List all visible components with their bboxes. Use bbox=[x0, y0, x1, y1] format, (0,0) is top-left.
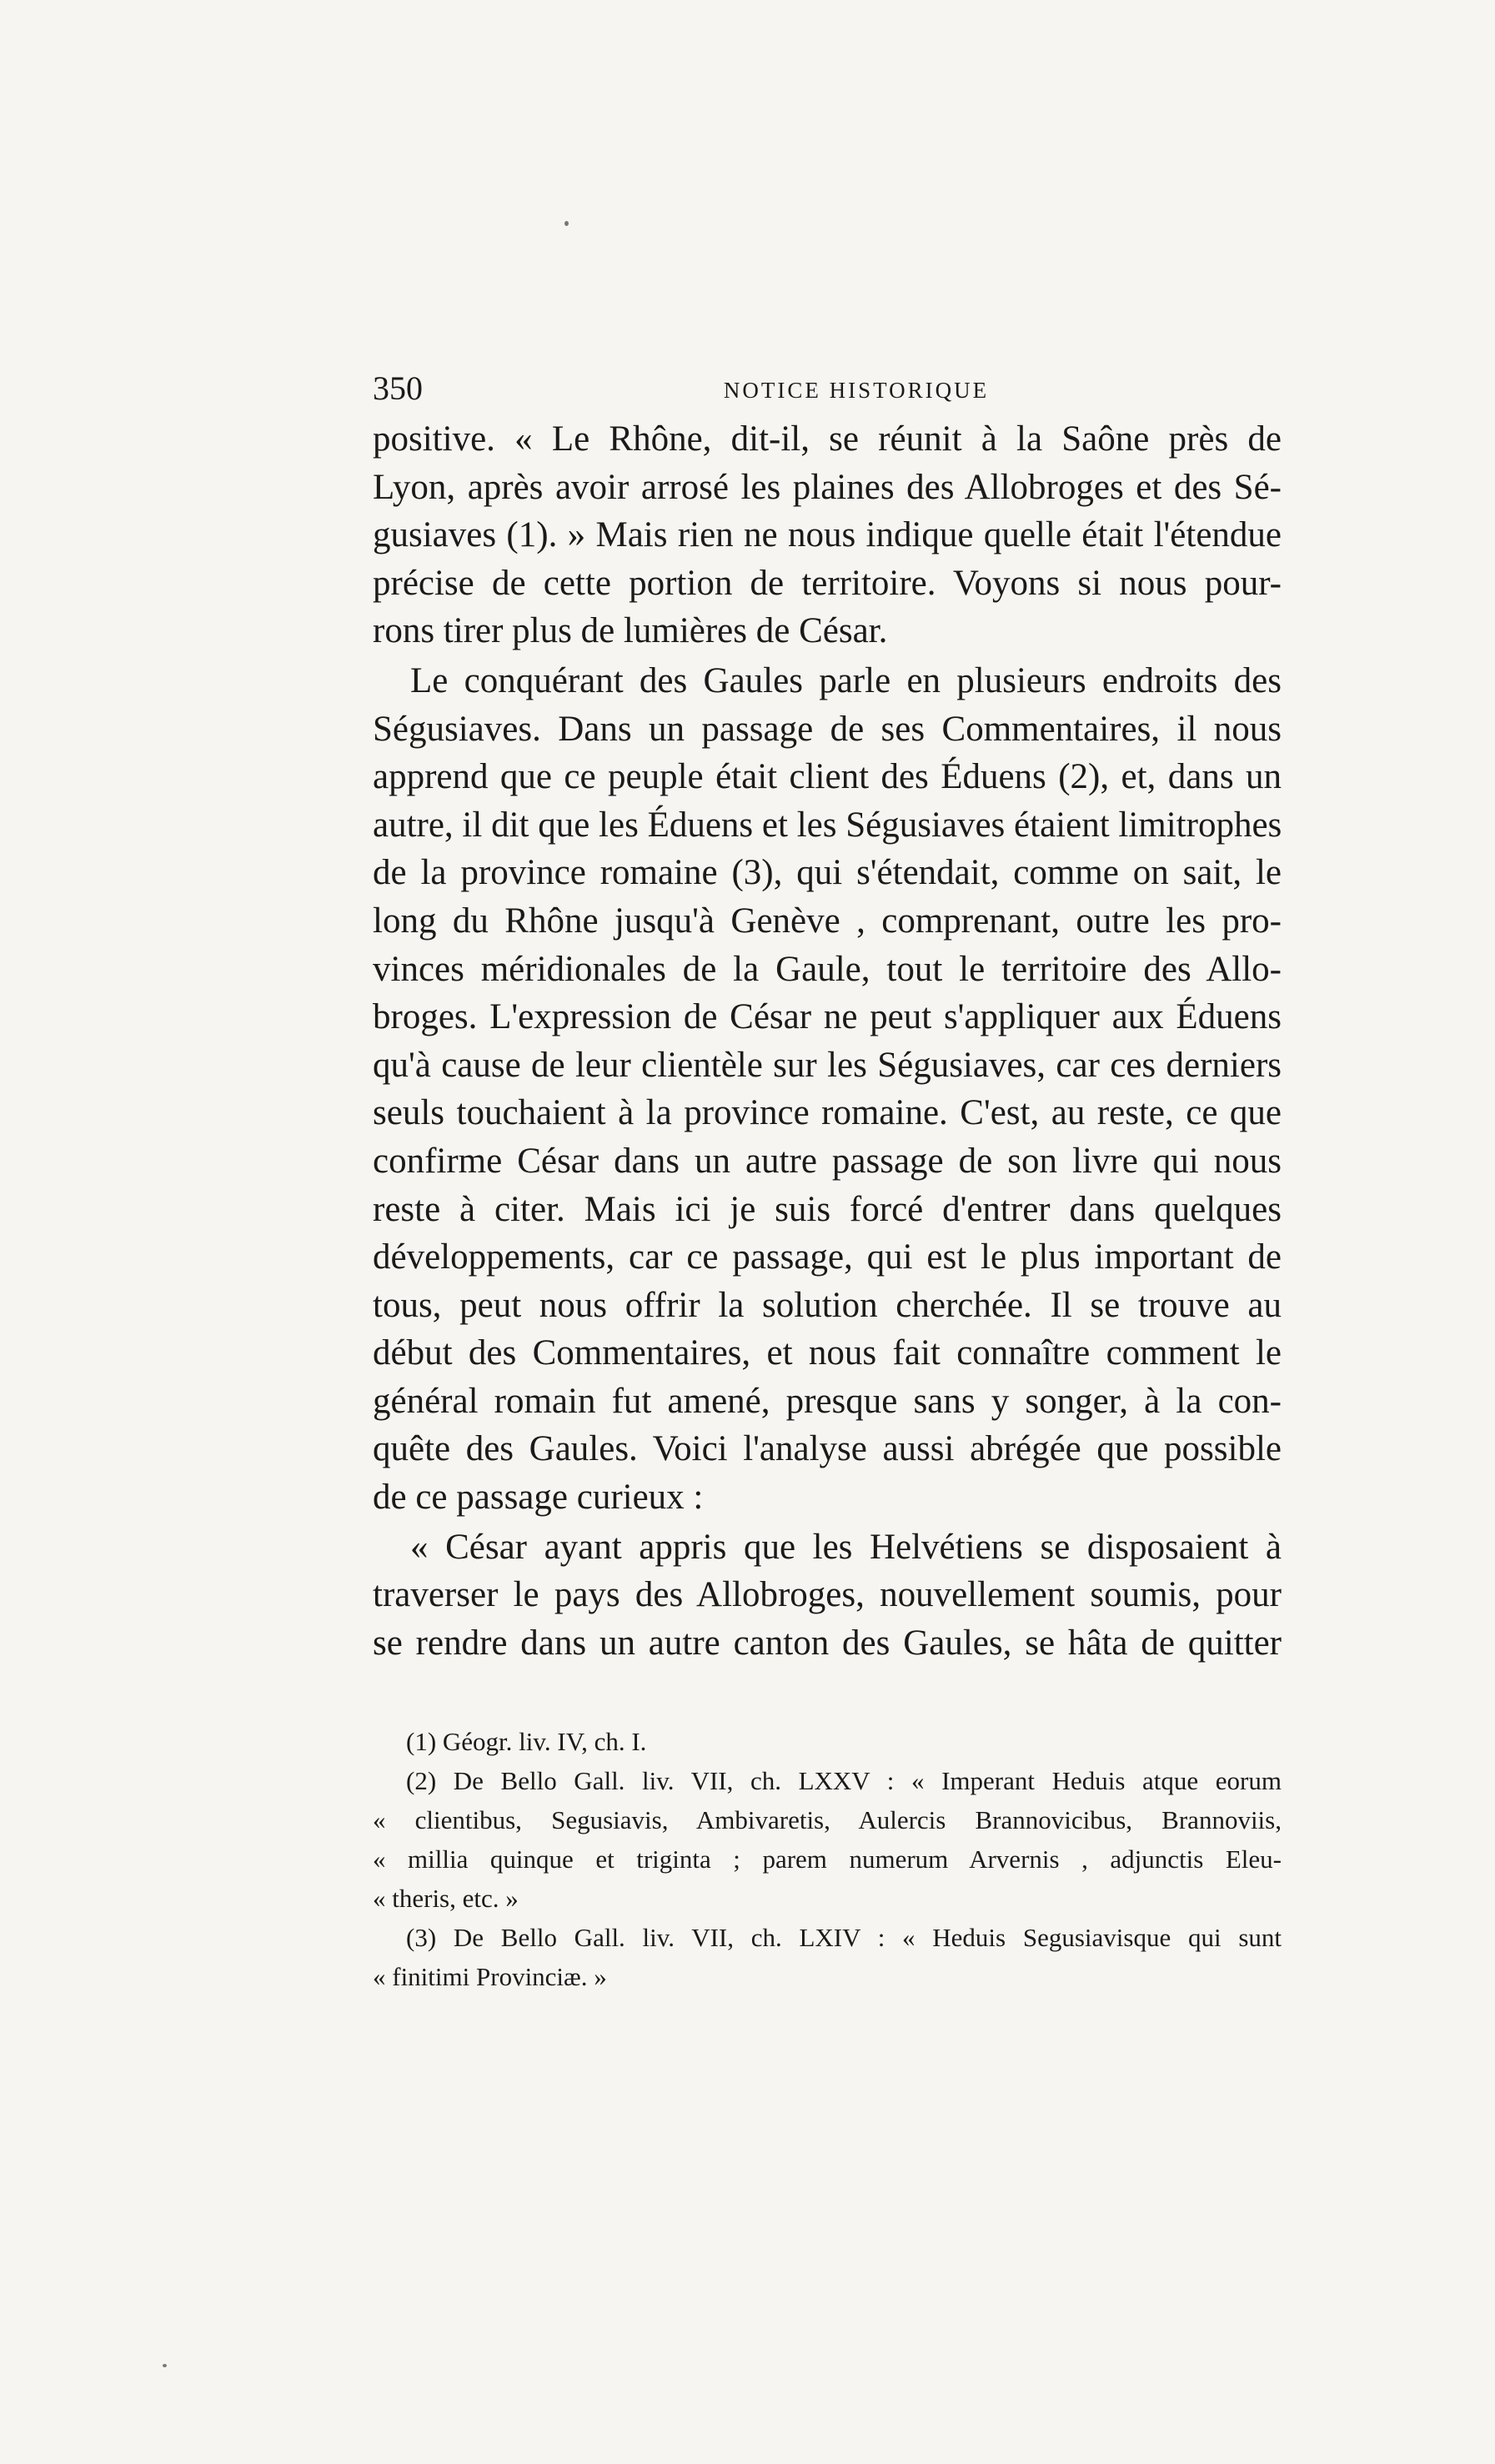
text-line: rons tirer plus de lumières de César. bbox=[373, 611, 888, 651]
text-line: long du Rhône jusqu'à Genève , comprenant, outre les pro- bbox=[373, 901, 1282, 941]
text-line: traverser le pays des Allobroges, nouvellement soumis, pour bbox=[373, 1575, 1282, 1615]
text-line: Lyon, après avoir arrosé les plaines des Allobroges et des Sé- bbox=[373, 467, 1282, 507]
footnote-line: (2) De Bello Gall. liv. VII, ch. LXXV : « Imperant Heduis atque eorum bbox=[406, 1766, 1282, 1795]
body-text bbox=[373, 415, 1282, 1667]
text-line: début des Commentaires, et nous fait connaître comment le bbox=[373, 1333, 1282, 1373]
footnote-line: « millia quinque et triginta ; parem numerum Arvernis , adjunctis Eleu- bbox=[373, 1844, 1282, 1874]
text-line: seuls touchaient à la province romaine. C'est, au reste, ce que bbox=[373, 1093, 1282, 1133]
scan-speck bbox=[564, 221, 569, 226]
text-line: Le conquérant des Gaules parle en plusieurs endroits des bbox=[410, 660, 1282, 700]
text-line: confirme César dans un autre passage de son livre qui nous bbox=[373, 1141, 1282, 1181]
text-line: de ce passage curieux : bbox=[373, 1478, 704, 1518]
running-title: NOTICE HISTORIQUE bbox=[723, 378, 990, 403]
text-line: apprend que ce peuple était client des Éduens (2), et, dans un bbox=[373, 757, 1282, 797]
footnote-line: (3) De Bello Gall. liv. VII, ch. LXIV : « Heduis Segusiavisque qui sunt bbox=[406, 1923, 1282, 1952]
text-line: autre, il dit que les Éduens et les Ségusiaves étaient limitrophes bbox=[373, 805, 1282, 845]
footnote-line: « finitimi Provinciæ. » bbox=[373, 1962, 607, 1991]
page-number: 350 bbox=[373, 369, 423, 407]
footnote-line: « clientibus, Segusiavis, Ambivaretis, Aulercis Brannovicibus, Brannoviis, bbox=[373, 1805, 1282, 1834]
text-line: « César ayant appris que les Helvétiens se disposaient à bbox=[410, 1527, 1282, 1567]
footnote-line: (1) Géogr. liv. IV, ch. I. bbox=[406, 1727, 647, 1756]
text-line: de la province romaine (3), qui s'étendait, comme on sait, le bbox=[373, 853, 1282, 893]
text-line: précise de cette portion de territoire. Voyons si nous pour- bbox=[373, 563, 1282, 603]
text-line: qu'à cause de leur clientèle sur les Ségusiaves, car ces derniers bbox=[373, 1045, 1282, 1085]
text-line: broges. L'expression de César ne peut s'appliquer aux Éduens bbox=[373, 997, 1282, 1037]
text-line: reste à citer. Mais ici je suis forcé d'entrer dans quelques bbox=[373, 1189, 1282, 1229]
text-line: gusiaves (1). » Mais rien ne nous indique quelle était l'étendue bbox=[373, 515, 1282, 555]
text-line: vinces méridionales de la Gaule, tout le territoire des Allo- bbox=[373, 949, 1282, 989]
text-line: général romain fut amené, presque sans y songer, à la con- bbox=[373, 1381, 1282, 1421]
text-line: positive. « Le Rhône, dit-il, se réunit à la Saône près de bbox=[373, 419, 1282, 459]
page-header bbox=[373, 364, 1282, 414]
scan-speck bbox=[163, 2364, 167, 2367]
text-line: quête des Gaules. Voici l'analyse aussi abrégée que possible bbox=[373, 1429, 1282, 1469]
text-line: développements, car ce passage, qui est le plus important de bbox=[373, 1237, 1282, 1277]
text-line: se rendre dans un autre canton des Gaules, se hâta de quitter bbox=[373, 1623, 1282, 1663]
footnotes bbox=[373, 1722, 1282, 1996]
text-line: tous, peut nous offrir la solution cherchée. Il se trouve au bbox=[373, 1285, 1282, 1325]
text-line: Ségusiaves. Dans un passage de ses Commentaires, il nous bbox=[373, 709, 1282, 749]
footnote-line: « theris, etc. » bbox=[373, 1884, 519, 1913]
